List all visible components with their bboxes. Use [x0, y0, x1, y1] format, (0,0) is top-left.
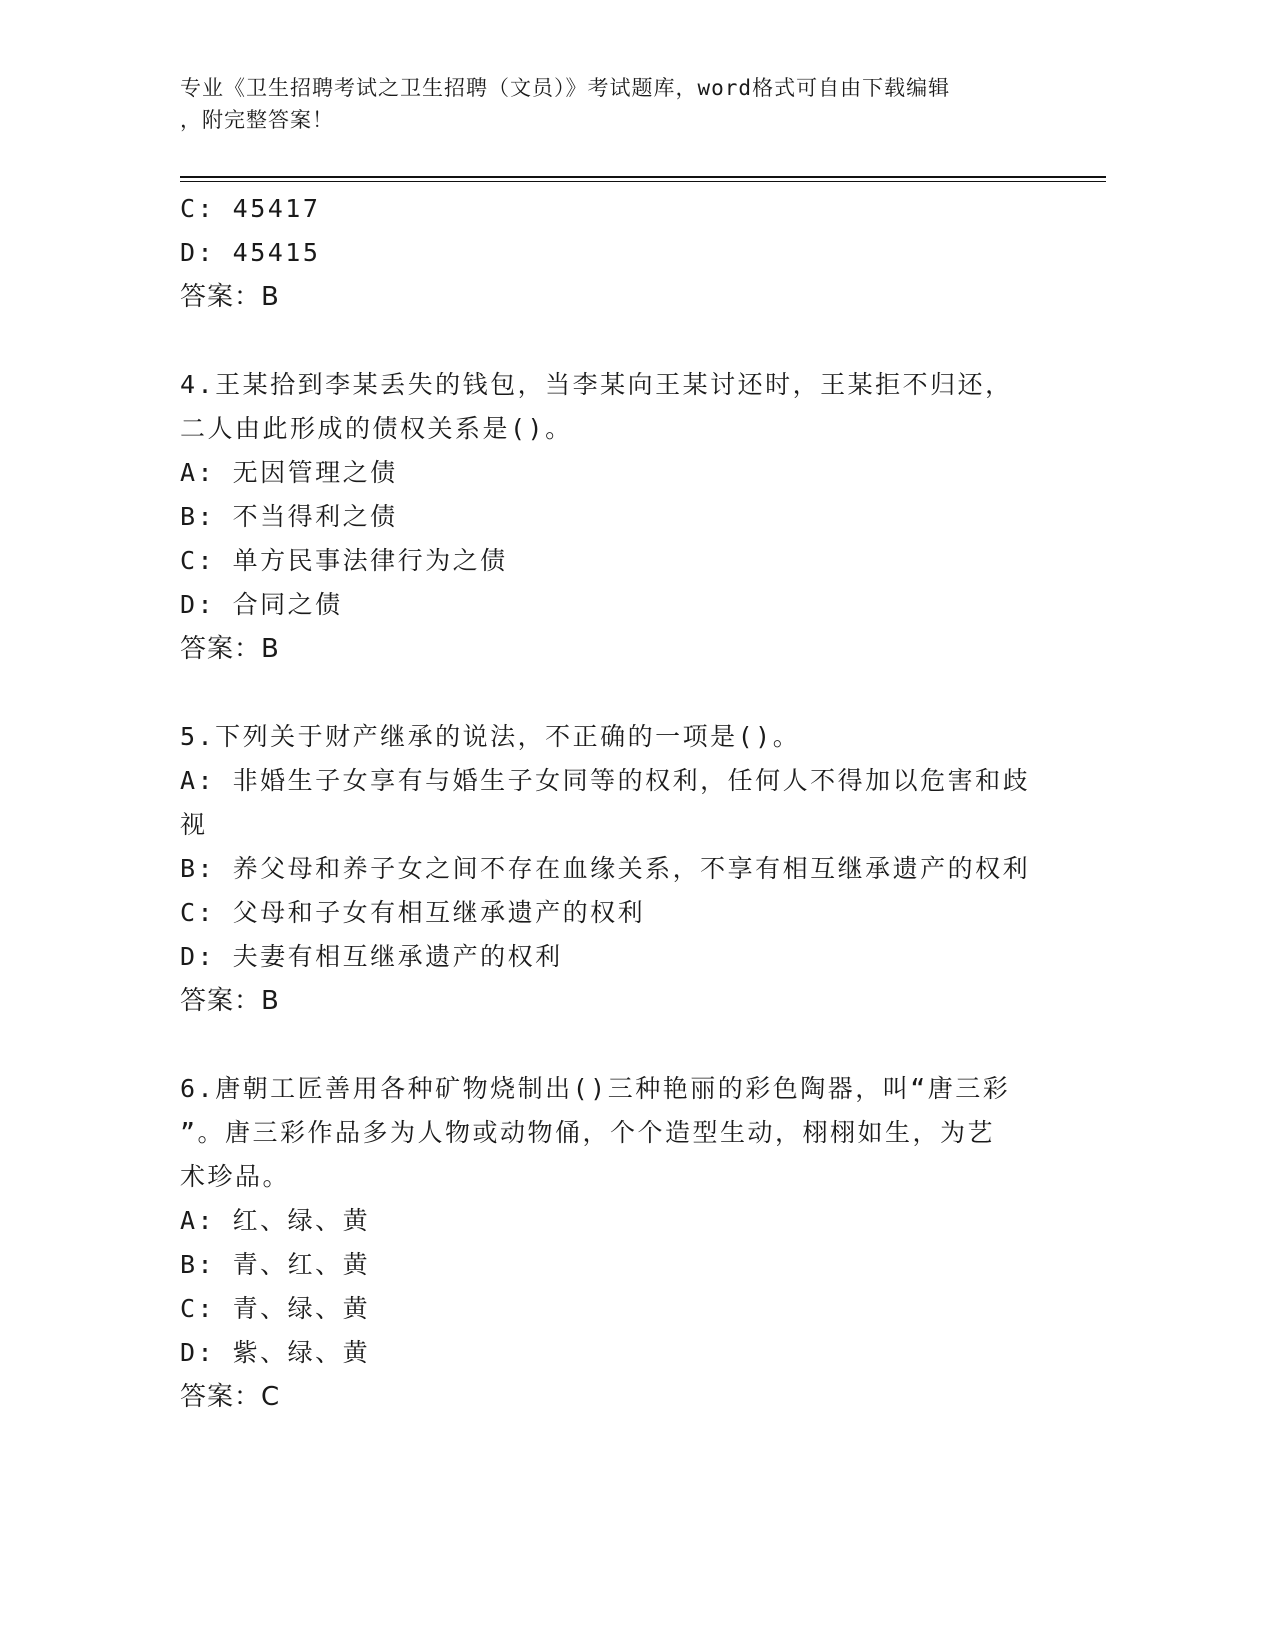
header-title-line2: ，附完整答案！: [180, 108, 334, 132]
question-4-answer: 答案：B: [180, 634, 280, 664]
question-4-option-b: B: 不当得利之债: [180, 502, 398, 531]
question-6: [180, 1067, 1060, 1419]
spacer: [180, 1023, 1060, 1067]
question-5-option-d: D: 夫妻有相互继承遗产的权利: [180, 942, 563, 971]
spacer: [180, 319, 1060, 363]
question-6-stem-line3: 术珍品。: [180, 1162, 291, 1191]
question-4-stem-line1: 4.王某拾到李某丢失的钱包，当李某向王某讨还时，王某拒不归还，: [180, 370, 1013, 399]
question-4-option-a: A: 无因管理之债: [180, 458, 398, 487]
spacer: [180, 671, 1060, 715]
question-5-option-c: C: 父母和子女有相互继承遗产的权利: [180, 898, 646, 927]
question-3-tail: [180, 187, 1060, 319]
question-3-option-d: D: 45415: [180, 238, 321, 267]
question-6-stem-line1: 6.唐朝工匠善用各种矿物烧制出()三种艳丽的彩色陶器，叫“唐三彩: [180, 1074, 1011, 1103]
question-3-answer: 答案：B: [180, 282, 280, 312]
question-4-option-c: C: 单方民事法律行为之债: [180, 546, 508, 575]
question-6-option-a: A: 红、绿、黄: [180, 1206, 371, 1235]
header-title-line1: 专业《卫生招聘考试之卫生招聘（文员）》考试题库，word格式可自由下载编辑: [180, 76, 951, 100]
question-list: [180, 187, 1060, 1419]
question-4-stem-line2: 二人由此形成的债权关系是()。: [180, 414, 573, 443]
question-6-option-c: C: 青、绿、黄: [180, 1294, 371, 1323]
header-divider-thin: [180, 181, 1106, 182]
question-6-option-b: B: 青、红、黄: [180, 1250, 371, 1279]
question-5-option-b: B: 养父母和养子女之间不存在血缘关系，不享有相互继承遗产的权利: [180, 854, 1031, 883]
question-6-answer: 答案：C: [180, 1382, 281, 1412]
header-divider-thick: [180, 176, 1106, 178]
question-5-answer: 答案：B: [180, 986, 280, 1016]
question-5-stem: 5.下列关于财产继承的说法，不正确的一项是()。: [180, 722, 801, 751]
question-6-stem-line2: ”。唐三彩作品多为人物或动物俑，个个造型生动，栩栩如生，为艺: [180, 1118, 996, 1147]
question-6-option-d: D: 紫、绿、黄: [180, 1338, 371, 1367]
question-4-option-d: D: 合同之债: [180, 590, 343, 619]
question-4: [180, 363, 1060, 671]
question-5-option-a-line1: A: 非婚生子女享有与婚生子女同等的权利，任何人不得加以危害和歧: [180, 766, 1031, 795]
document-header: [180, 72, 1060, 136]
question-5-option-a-line2: 视: [180, 810, 208, 839]
question-5: [180, 715, 1060, 1023]
question-3-option-c: C: 45417: [180, 194, 321, 223]
